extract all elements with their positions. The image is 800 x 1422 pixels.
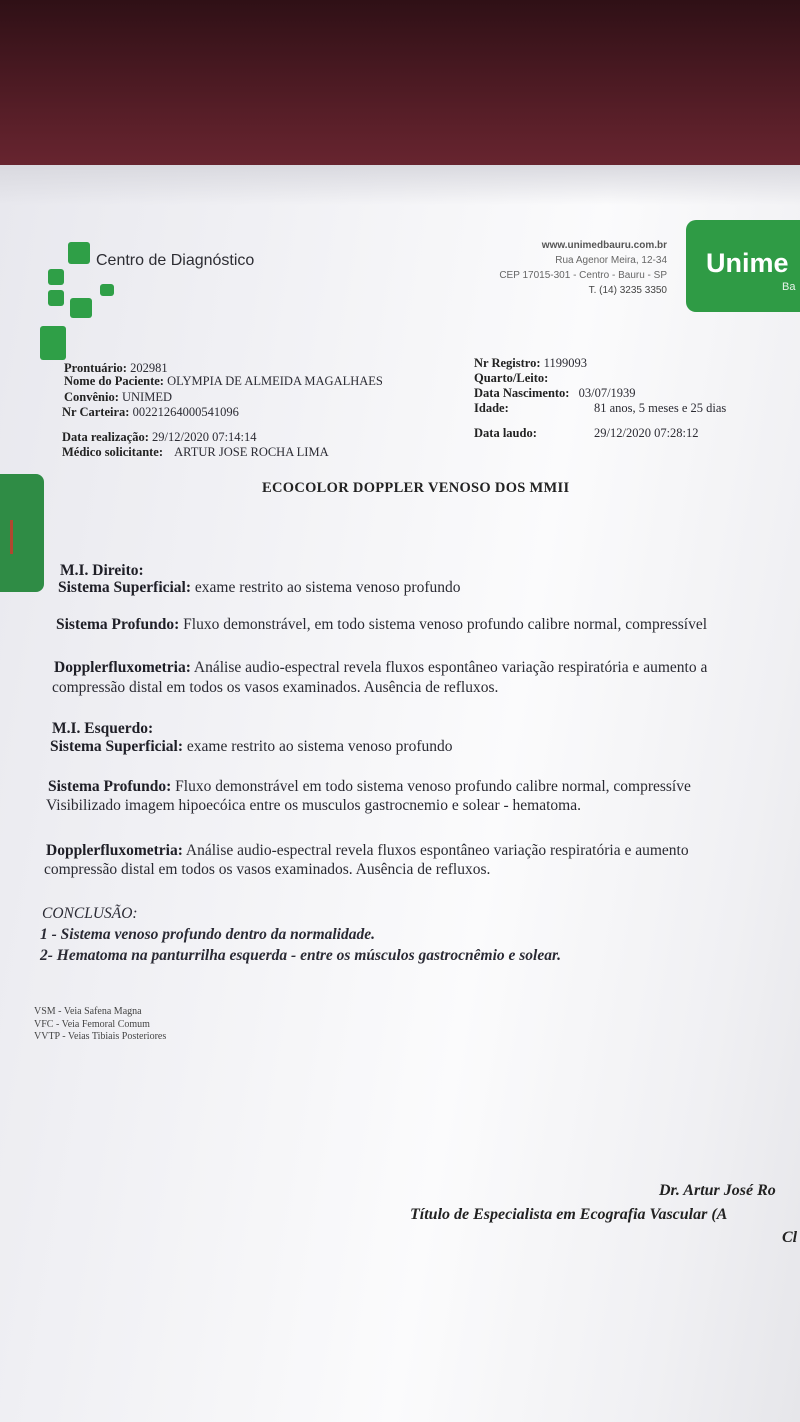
esquerdo-profundo-label: Sistema Profundo: xyxy=(48,778,172,795)
data-realizacao-row xyxy=(62,430,257,445)
logo-square-icon xyxy=(40,326,66,360)
prontuario-label: Prontuário: xyxy=(64,361,127,375)
website-link[interactable]: www.unimedbauru.com.br xyxy=(541,240,667,251)
logo-square-icon xyxy=(48,290,64,306)
carteira-row xyxy=(62,405,239,420)
direito-profundo-text: Fluxo demonstrável, em todo sistema venoso profundo calibre normal, compressível xyxy=(179,616,708,633)
laudo-row xyxy=(474,426,699,441)
nome-row xyxy=(64,374,383,389)
abbreviation-item: VSM - Veia Safena Magna xyxy=(34,1006,142,1017)
contact-block xyxy=(499,238,667,298)
registro-label: Nr Registro: xyxy=(474,356,541,370)
direito-doppler-label: Dopplerfluxometria: xyxy=(54,659,191,676)
direito-profundo-label: Sistema Profundo: xyxy=(56,616,180,633)
quarto-label: Quarto/Leito: xyxy=(474,371,549,385)
convenio-label: Convênio: xyxy=(64,390,119,404)
direito-superficial-text: exame restrito ao sistema venoso profundo xyxy=(191,579,461,596)
esquerdo-profundo-text: Fluxo demonstrável em todo sistema venoso profundo calibre normal, compressíve xyxy=(171,778,691,795)
medico-row xyxy=(62,445,329,460)
paper-top-edge xyxy=(0,165,800,205)
esquerdo-superficial xyxy=(50,737,453,757)
side-tab-stripe xyxy=(10,520,13,554)
data-realizacao-label: Data realização: xyxy=(62,430,149,444)
address-line: Rua Agenor Meira, 12-34 xyxy=(555,255,667,266)
direito-superficial xyxy=(58,578,461,598)
nascimento-row xyxy=(474,386,636,401)
brand-name: Unime xyxy=(706,248,789,278)
logo-square-icon xyxy=(100,284,114,296)
carteira-label: Nr Carteira: xyxy=(62,405,130,419)
report-title: ECOCOLOR DOPPLER VENOSO DOS MMII xyxy=(262,480,570,496)
esquerdo-heading: M.I. Esquerdo: xyxy=(52,720,154,737)
convenio-value: UNIMED xyxy=(122,390,172,404)
esquerdo-doppler xyxy=(46,841,689,861)
registro-row xyxy=(474,356,587,371)
idade-value: 81 anos, 5 meses e 25 dias xyxy=(594,401,727,415)
abbreviation-item: VVTP - Veias Tibiais Posteriores xyxy=(34,1031,167,1042)
nascimento-value: 03/07/1939 xyxy=(578,386,636,400)
registro-value: 1199093 xyxy=(543,356,587,370)
conclusao-item-1: 1 - Sistema venoso profundo dentro da normalidade. xyxy=(40,926,375,943)
abbreviation-list xyxy=(34,1006,166,1044)
signature-name: Dr. Artur José Ro xyxy=(659,1182,776,1199)
esquerdo-doppler-cont: compressão distal em todos os vasos examinados. Ausência de refluxos. xyxy=(44,861,491,878)
brand-subtitle: Ba xyxy=(782,281,796,293)
data-realizacao-value: 29/12/2020 07:14:14 xyxy=(152,430,257,444)
convenio-row xyxy=(64,390,172,405)
esquerdo-doppler-label: Dopplerfluxometria: xyxy=(46,842,183,859)
esquerdo-superficial-label: Sistema Superficial: xyxy=(50,738,184,755)
signature-line-3: Cl xyxy=(782,1229,798,1246)
quarto-row xyxy=(474,371,548,386)
cep-line: CEP 17015-301 - Centro - Bauru - SP xyxy=(499,270,667,281)
esquerdo-superficial-text: exame restrito ao sistema venoso profundo xyxy=(183,738,453,755)
prontuario-value: 202981 xyxy=(130,361,168,375)
idade-row xyxy=(474,401,727,416)
logo-square-icon xyxy=(48,269,64,285)
medico-value: ARTUR JOSE ROCHA LIMA xyxy=(174,445,329,459)
logo-square-icon xyxy=(68,242,90,264)
logo-square-icon xyxy=(70,298,92,318)
direito-heading: M.I. Direito: xyxy=(60,562,144,579)
side-tab-marker xyxy=(0,474,44,592)
laudo-value: 29/12/2020 07:28:12 xyxy=(594,426,699,440)
esquerdo-profundo-cont: Visibilizado imagem hipoecóica entre os musculos gastrocnemio e solear - hematoma. xyxy=(46,797,581,814)
abbreviation-item: VFC - Veia Femoral Comum xyxy=(34,1018,150,1030)
nome-value: OLYMPIA DE ALMEIDA MAGALHAES xyxy=(167,374,383,388)
logo-text: Centro de Diagnóstico xyxy=(96,252,255,269)
esquerdo-profundo xyxy=(48,777,691,797)
direito-doppler-cont: compressão distal em todos os vasos examinados. Ausência de refluxos. xyxy=(52,679,499,696)
medico-label: Médico solicitante: xyxy=(62,445,164,459)
direito-doppler-text: Análise audio-espectral revela fluxos espontâneo variação respiratória e aumento a xyxy=(190,659,708,676)
esquerdo-doppler-text: Análise audio-espectral revela fluxos espontâneo variação respiratória e aumento xyxy=(182,842,689,859)
conclusao-item-2: 2- Hematoma na panturrilha esquerda - entre os músculos gastrocnêmio e solear. xyxy=(40,947,562,964)
direito-doppler xyxy=(54,658,707,678)
carteira-value: 00221264000541096 xyxy=(132,405,239,419)
idade-label: Idade: xyxy=(474,401,509,415)
background-surface xyxy=(0,0,800,175)
direito-superficial-label: Sistema Superficial: xyxy=(58,579,192,596)
direito-profundo xyxy=(56,615,707,635)
conclusao-heading: CONCLUSÃO: xyxy=(42,905,138,922)
phone-line: T. (14) 3235 3350 xyxy=(588,285,667,296)
nascimento-label: Data Nascimento: xyxy=(474,386,570,400)
nome-label: Nome do Paciente: xyxy=(64,374,164,388)
laudo-label: Data laudo: xyxy=(474,426,537,440)
signature-title: Título de Especialista em Ecografia Vascular (A xyxy=(410,1206,728,1223)
